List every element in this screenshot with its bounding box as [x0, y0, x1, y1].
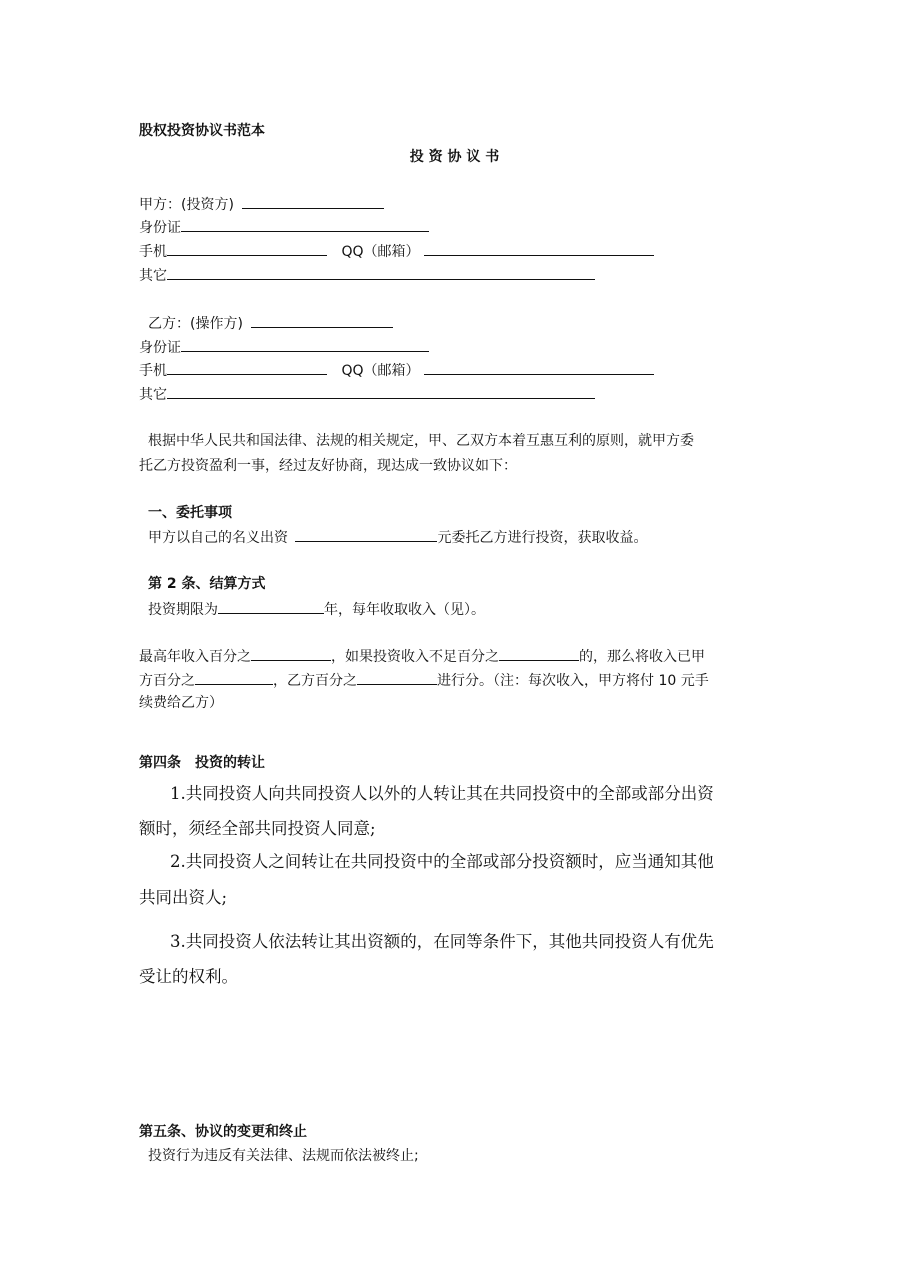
section-2-p1-c: 的，那么将收入已甲 — [579, 649, 705, 665]
party-b-phone-blank — [167, 359, 327, 375]
party-b-name-blank — [251, 312, 393, 328]
party-a-other-blank — [167, 264, 595, 280]
section-2-blank-4 — [357, 669, 437, 685]
party-b-other-label: 其它 — [139, 387, 167, 403]
party-a-qq-blank — [424, 240, 654, 256]
party-a-other-label: 其它 — [139, 268, 167, 284]
party-b-other-blank — [167, 383, 595, 399]
party-a-id-label: 身份证 — [139, 220, 181, 236]
party-b-line — [148, 312, 393, 334]
party-b-id-label: 身份证 — [139, 340, 181, 356]
intro-line-2: 托乙方投资盈利一事，经过友好协商，现达成一致协议如下： — [139, 458, 517, 474]
section-2-title: 第 2 条、结算方式 — [148, 576, 266, 592]
section-2-p1-b: ，如果投资收入不足百分之 — [331, 649, 499, 665]
party-b-other-line — [139, 383, 595, 405]
section-2-p2-b: ，乙方百分之 — [273, 673, 357, 689]
section-2-blank-3 — [195, 669, 273, 685]
section-4-title: 第四条 投资的转让 — [139, 755, 265, 771]
party-a-phone-label: 手机 — [139, 244, 167, 260]
section-1-title: 一、委托事项 — [148, 505, 232, 521]
party-b-id-line — [139, 336, 429, 358]
section-2-p2-a: 方百分之 — [139, 673, 195, 689]
section-5-title: 第五条、协议的变更和终止 — [139, 1124, 307, 1140]
party-a-label: 甲方：(投资方) — [139, 197, 234, 213]
section-4-item-3-line-1: 3.共同投资人依法转让其出资额的，在同等条件下，其他共同投资人有优先 — [170, 932, 714, 951]
section-2-blank-1 — [251, 645, 331, 661]
party-a-id-blank — [181, 216, 429, 232]
doc-title: 股权投资协议书范本 — [139, 123, 265, 139]
party-b-qq-label: QQ（邮箱） — [341, 363, 420, 379]
section-2-term-blank — [218, 598, 324, 614]
section-2-term-before: 投资期限为 — [148, 602, 218, 618]
section-4-item-2-line-1: 2.共同投资人之间转让在共同投资中的全部或部分投资额时，应当通知其他 — [170, 852, 714, 871]
section-4-item-1-line-2: 额时，须经全部共同投资人同意; — [139, 819, 376, 838]
section-1-text-before: 甲方以自己的名义出资 — [148, 530, 288, 546]
section-5-text: 投资行为违反有关法律、法规而依法被终止; — [148, 1148, 419, 1164]
party-a-phone-blank — [167, 240, 327, 256]
party-a-name-blank — [242, 193, 384, 209]
intro-line-1: 根据中华人民共和国法律、法规的相关规定，甲、乙双方本着互惠互利的原则，就甲方委 — [148, 433, 694, 449]
section-2-p3: 续费给乙方） — [139, 695, 223, 711]
party-a-line — [139, 193, 384, 215]
section-2-term-after: 年，每年收取收入（见）。 — [324, 602, 485, 618]
section-2-p2 — [139, 669, 709, 691]
section-1-amount-blank — [295, 526, 437, 542]
section-1-text — [148, 526, 647, 548]
party-a-id-line — [139, 216, 429, 238]
party-a-qq-label: QQ（邮箱） — [341, 244, 420, 260]
party-a-phone-line — [139, 240, 654, 262]
party-a-other-line — [139, 264, 595, 286]
section-4-item-3-line-2: 受让的权利。 — [139, 967, 238, 986]
party-b-label: 乙方：(操作方) — [148, 316, 243, 332]
section-2-p1-a: 最高年收入百分之 — [139, 649, 251, 665]
doc-heading: 投 资 协 议 书 — [409, 149, 500, 165]
section-2-blank-2 — [499, 645, 579, 661]
party-b-phone-label: 手机 — [139, 363, 167, 379]
section-1-text-after: 元委托乙方进行投资，获取收益。 — [437, 530, 648, 546]
party-b-qq-blank — [424, 359, 654, 375]
section-2-p1 — [139, 645, 705, 667]
section-2-term — [148, 598, 485, 620]
party-b-id-blank — [181, 336, 429, 352]
party-b-phone-line — [139, 359, 654, 381]
section-4-item-1-line-1: 1.共同投资人向共同投资人以外的人转让其在共同投资中的全部或部分出资 — [170, 784, 714, 803]
section-4-item-2-line-2: 共同出资人; — [139, 888, 228, 907]
section-2-p2-c: 进行分。（注：每次收入，甲方将付 10 元手 — [437, 673, 709, 689]
